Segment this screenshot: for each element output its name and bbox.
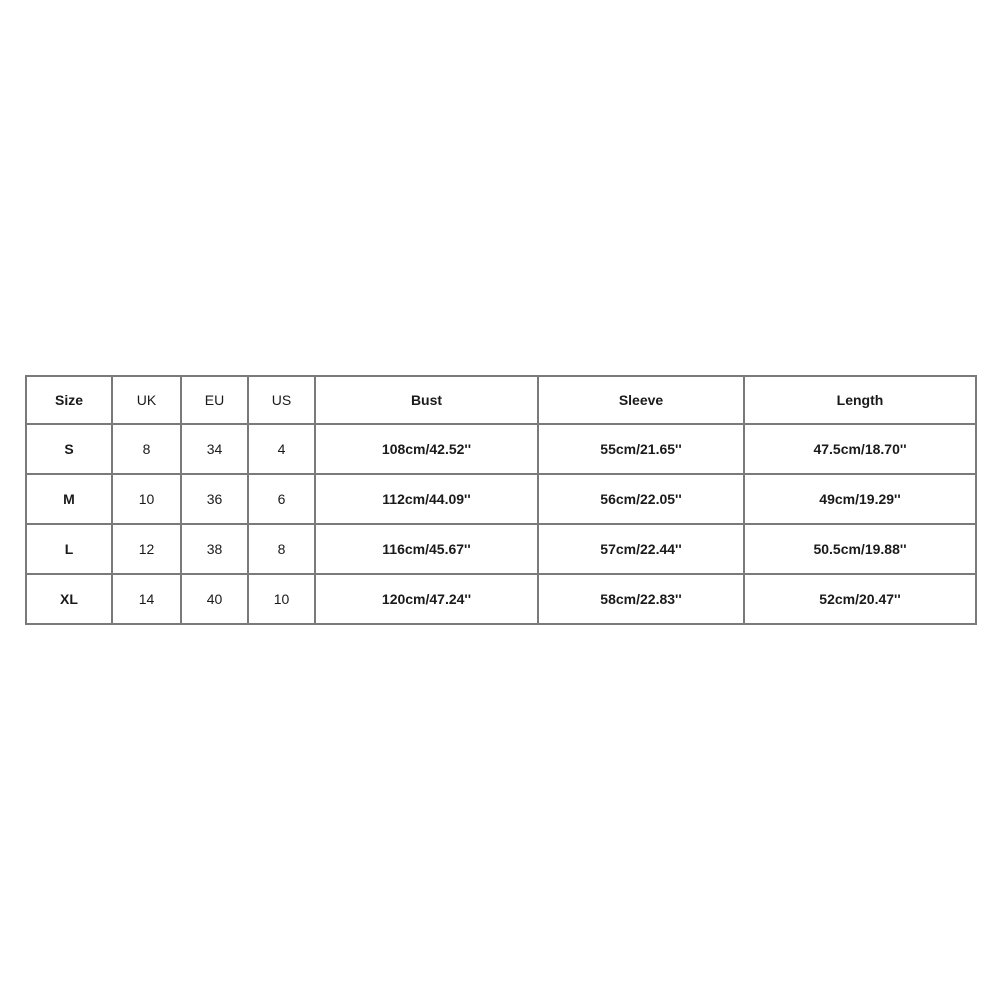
cell-length: 52cm/20.47''	[744, 574, 976, 624]
cell-sleeve: 55cm/21.65''	[538, 424, 744, 474]
header-sleeve: Sleeve	[538, 376, 744, 424]
cell-length: 49cm/19.29''	[744, 474, 976, 524]
header-us: US	[248, 376, 315, 424]
cell-length: 50.5cm/19.88''	[744, 524, 976, 574]
cell-sleeve: 56cm/22.05''	[538, 474, 744, 524]
cell-bust: 120cm/47.24''	[315, 574, 538, 624]
cell-size: L	[26, 524, 112, 574]
header-uk: UK	[112, 376, 181, 424]
size-chart-table	[25, 375, 977, 625]
cell-size: M	[26, 474, 112, 524]
table-row	[26, 424, 976, 474]
header-bust: Bust	[315, 376, 538, 424]
cell-uk: 12	[112, 524, 181, 574]
cell-eu: 34	[181, 424, 248, 474]
cell-us: 4	[248, 424, 315, 474]
cell-size: S	[26, 424, 112, 474]
cell-size: XL	[26, 574, 112, 624]
cell-us: 8	[248, 524, 315, 574]
cell-bust: 116cm/45.67''	[315, 524, 538, 574]
cell-eu: 38	[181, 524, 248, 574]
cell-sleeve: 58cm/22.83''	[538, 574, 744, 624]
table-row	[26, 474, 976, 524]
cell-uk: 8	[112, 424, 181, 474]
cell-eu: 36	[181, 474, 248, 524]
cell-bust: 108cm/42.52''	[315, 424, 538, 474]
table-row	[26, 524, 976, 574]
cell-us: 6	[248, 474, 315, 524]
cell-us: 10	[248, 574, 315, 624]
header-length: Length	[744, 376, 976, 424]
cell-sleeve: 57cm/22.44''	[538, 524, 744, 574]
cell-length: 47.5cm/18.70''	[744, 424, 976, 474]
cell-uk: 14	[112, 574, 181, 624]
cell-eu: 40	[181, 574, 248, 624]
header-eu: EU	[181, 376, 248, 424]
cell-uk: 10	[112, 474, 181, 524]
header-size: Size	[26, 376, 112, 424]
cell-bust: 112cm/44.09''	[315, 474, 538, 524]
table-row	[26, 574, 976, 624]
table-header-row	[26, 376, 976, 424]
